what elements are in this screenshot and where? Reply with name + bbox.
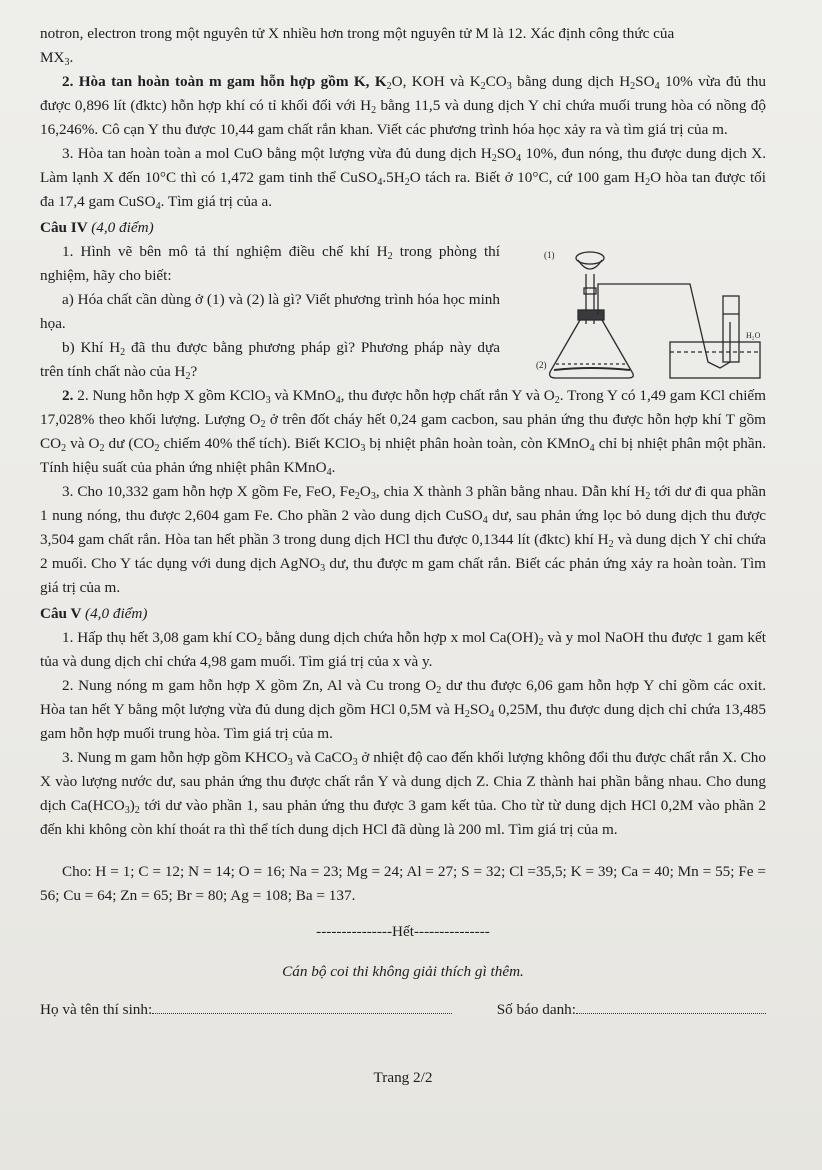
fig-label-2: (2)	[536, 360, 547, 370]
question-5-3: 3. Nung m gam hỗn hợp gồm $KHCO_3$ và CaCO$_3$ ở nhiệt độ cao đến khối lượng không đổi thu được chất rắn X. Cho X vào lượng nước dư, sau phản ứng thu được chất rắn Y và dung dịch Z. Chia Z thành hai phần bằng nhau. Cho dung dịch $Ca(HCO_3)_2$ tới dư vào phần 1, sau phản ứng thu được 3 gam kết tủa. Cho từ từ dung dịch HCl 0,2M vào phần 2 đến khi không còn khí thoát ra thì thể tích dung dịch HCl đã dùng là 200 ml. Tìm giá trị của m.	[40, 749, 766, 838]
page-number: Trang 2/2	[373, 1069, 433, 1086]
text-line: notron, electron trong một nguyên tử X nhiều hơn trong một nguyên tử M là 12. Xác định công thức của	[40, 25, 675, 42]
hydrogen-apparatus-figure	[520, 244, 780, 394]
atomic-masses: Cho: H = 1; C = 12; N = 14; O = 16; Na = 23; Mg = 24; Al = 27; S = 32; Cl =35,5; K = 39; Ca = 40; Mn = 55; Fe = 56; Cu = 64; Zn = 65; Br = 80; Ag = 108; Ba = 137.	[40, 863, 766, 904]
text-line: $MX_3$.	[40, 49, 74, 68]
end-marker: ---------------Hết---------------	[316, 923, 490, 940]
question-4-1a: a) Hóa chất cần dùng ở (1) và (2) là gì? Viết phương trình hóa học minh họa.	[40, 291, 500, 332]
question-5-2: 2. Nung nóng m gam hỗn hợp X gồm Zn, Al và Cu trong $O_2$ dư thu được 6,06 gam hỗn hợp Y chỉ gồm các oxit. Hòa tan hết Y bằng một lượng vừa đủ dung dịch gồm HCl 0,5M và $H_2SO_4$ 0,25M, thu được dung dịch chỉ chứa 13,485 gam hỗn hợp muối trung hòa. Tìm giá trị của m.	[40, 677, 766, 742]
section-title: Câu IV (4,0 điểm)	[40, 219, 154, 236]
fig-label-1: (1)	[544, 250, 555, 260]
question-3-2: 2. Hòa tan hoàn toàn m gam hỗn hợp gồm K, $K_2O$, KOH và $K_2CO_3$ bằng dung dịch $H_2SO_4$ 10% vừa đủ thu được 0,896 lít (đktc) hỗn hợp khí có tỉ khối đối với $H_2$ bằng 11,5 và dung dịch Y chỉ chứa muối trung hòa có nồng độ 16,246%. Cô cạn Y thu được 10,44 gam chất rắn khan. Viết các phương trình hóa học xảy ra và tìm giá trị của m.	[40, 73, 766, 138]
question-4-1-block	[40, 240, 766, 384]
question-4-1b: b) Khí $H_2$ đã thu được bằng phương pháp gì? Phương pháp này dựa trên tính chất nào của $H_2$?	[40, 339, 500, 382]
proctor-note: Cán bộ coi thi không giải thích gì thêm.	[282, 963, 524, 980]
question-5-1: 1. Hấp thụ hết 3,08 gam khí $CO_2$ bằng dung dịch chứa hỗn hợp x mol $Ca(OH)_2$ và y mol NaOH thu được 1 gam kết tủa và dung dịch chỉ chứa 4,98 gam muối. Tìm giá trị của x và y.	[40, 629, 766, 670]
candidate-info	[40, 998, 766, 1022]
fig-label-water: H₂O	[746, 331, 761, 340]
candidate-name-label: Họ và tên thí sinh:	[40, 998, 452, 1022]
section-title: Câu V (4,0 điểm)	[40, 605, 148, 622]
question-4-2: 2. 2. Nung hỗn hợp X gồm KClO$_3$ và KMnO$_4$, thu được hỗn hợp chất rắn Y và $O_2$. Trong Y có 1,49 gam KCl chiếm 17,028% theo khối lượng. Lượng $O_2$ ở trên đốt cháy hết 0,24 gam cacbon, sau phản ứng thu được hỗn hợp khí T gồm $CO_2$ và $O_2$ dư ($CO_2$ chiếm 40% thể tích). Biết KClO$_3$ bị nhiệt phân hoàn toàn, còn KMnO$_4$ chỉ bị nhiệt phân một phần. Tính hiệu suất của phản ứng nhiệt phân KMnO$_4$.	[40, 387, 767, 478]
question-3-3: 3. Hòa tan hoàn toàn a mol CuO bằng một lượng vừa đủ dung dịch $H_2SO_4$ 10%, đun nóng, thu được dung dịch X. Làm lạnh X đến 10°C thì có 1,472 gam tinh thể $CuSO_4.5H_2O$ tách ra. Biết ở 10°C, cứ 100 gam $H_2O$ hòa tan được tối đa 17,4 gam CuSO$_4$. Tìm giá trị của a.	[40, 145, 766, 212]
question-4-3: 3. Cho 10,332 gam hỗn hợp X gồm Fe, FeO, $Fe_2O_3$, chia X thành 3 phần bằng nhau. Dẫn khí $H_2$ tới dư đi qua phần 1 nung nóng, thu được 2,604 gam Fe. Cho phần 2 vào dung dịch CuSO$_4$ dư, sau phản ứng lọc bỏ dung dịch thu được 3,504 gam chất rắn. Hòa tan hết phần 3 trong dung dịch HCl thu được 0,1344 lít (đktc) khí $H_2$ và dung dịch Y chỉ chứa 2 muối. Cho Y tác dụng với dung dịch AgNO$_3$ dư, thu được m gam chất rắn. Biết các phản ứng xảy ra hoàn toàn. Tìm giá trị của m.	[40, 483, 766, 596]
candidate-number-label: Số báo danh:	[497, 998, 766, 1022]
question-4-1: 1. Hình vẽ bên mô tả thí nghiệm điều chế khí $H_2$ trong phòng thí nghiệm, hãy cho biết:	[40, 243, 500, 284]
